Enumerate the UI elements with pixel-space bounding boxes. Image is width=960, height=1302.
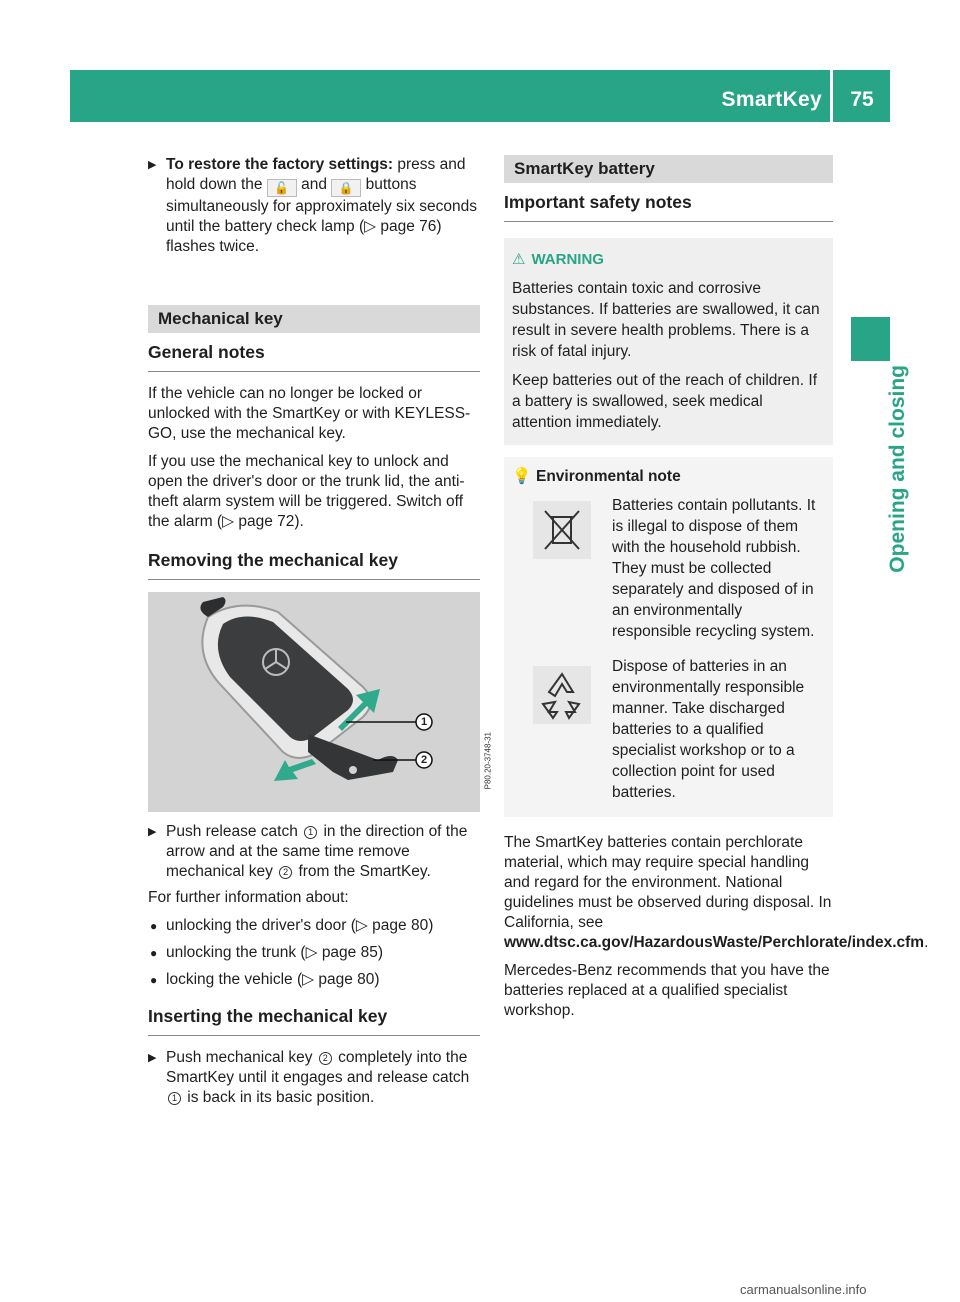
- bullet-icon: ●: [150, 946, 158, 960]
- dtsc-link[interactable]: www.dtsc.ca.gov/HazardousWaste/Perchlorate/index.cfm: [504, 934, 925, 951]
- warning-triangle-icon: ⚠: [512, 251, 526, 268]
- page-ref[interactable]: page 76: [380, 218, 437, 235]
- page-ref[interactable]: page 80: [318, 971, 375, 988]
- page-ref-arrow-icon: ▷: [305, 944, 322, 961]
- general-notes-para2: If you use the mechanical key to unlock and open the driver's door or the trunk lid, the anti-theft alarm system will be triggered. Switch off the alarm (▷ page 72).: [148, 453, 465, 530]
- perchlorate-para: The SmartKey batteries contain perchlorate material, which may require special handling and regard for the environment. National guidelines must be observed during disposal. In California, see www.dtsc.ca.gov/HazardousWaste/Perchlorate/index.cfm.: [504, 834, 929, 951]
- env-text-2: Dispose of batteries in an environmentally responsible manner. Take discharged batteries to a qualified specialist workshop or to a collection point for used batteries.: [612, 658, 805, 801]
- remove-step: ▶ Push release catch 1 in the direction of the arrow and at the same time remove mechanical key 2 from the SmartKey.: [148, 823, 468, 880]
- no-trash-cell: [512, 495, 612, 642]
- lightbulb-icon: 💡: [512, 468, 532, 485]
- page-ref[interactable]: page 72: [238, 513, 295, 530]
- page-ref[interactable]: page 80: [372, 917, 429, 934]
- insert-step: ▶ Push mechanical key 2 completely into the SmartKey until it engages and release catch 1 is back in its basic position.: [148, 1049, 470, 1106]
- left-column: [148, 155, 492, 1108]
- page-ref-arrow-icon: ▷: [355, 917, 373, 934]
- page-ref-arrow-icon: ▷: [302, 971, 319, 988]
- chapter-tab: [851, 317, 890, 361]
- smartkey-drawing: [148, 592, 480, 812]
- recommendation-para: Mercedes-Benz recommends that you have the batteries replaced at a qualified specialist workshop.: [504, 962, 830, 1019]
- header-separator: [830, 70, 833, 122]
- warning-text-1: Batteries contain toxic and corrosive substances. If batteries are swallowed, it can result in severe health problems. There is a risk of fatal injury.: [512, 280, 820, 360]
- warning-box: [504, 238, 833, 445]
- env-row-2: [512, 656, 825, 803]
- section-title: SmartKey: [721, 88, 822, 111]
- page-number: 75: [850, 88, 874, 111]
- lock-button-icon: 🔒: [331, 179, 361, 197]
- env-title: 💡 Environmental note: [512, 468, 681, 485]
- list-item: ● locking the vehicle (▷ page 80): [150, 971, 380, 988]
- general-notes-heading: General notes: [148, 342, 480, 372]
- step-arrow-icon: ▶: [148, 1052, 157, 1064]
- bullet-icon: ●: [150, 919, 158, 933]
- step-arrow-icon: ▶: [148, 826, 157, 838]
- mechanical-key-heading: Mechanical key: [148, 305, 480, 333]
- list-item: ● unlocking the trunk (▷ page 85): [150, 944, 384, 961]
- bullet-icon: ●: [150, 973, 158, 987]
- env-row-1: [512, 495, 825, 642]
- smartkey-battery-heading: SmartKey battery: [504, 155, 833, 183]
- callout-1-icon: 1: [304, 826, 317, 839]
- safety-notes-heading: Important safety notes: [504, 192, 833, 222]
- env-text-1: Batteries contain pollutants. It is illegal to dispose of them with the household rubbish. They must be collected separately and disposed of in an environmentally responsible recycling system.: [612, 497, 816, 640]
- restore-step: ▶ To restore the factory settings: press and hold down the 🔓 and 🔒 buttons simultaneously for approximately six seconds until the battery check lamp (▷ page 76) flashes twice.: [148, 156, 477, 255]
- callout-2: 2: [420, 754, 428, 766]
- warning-title: ⚠ WARNING: [512, 251, 604, 268]
- unlock-button-icon: 🔓: [267, 179, 297, 197]
- step-arrow-icon: ▶: [148, 159, 157, 171]
- recycle-icon: [533, 666, 591, 724]
- crossed-bin-icon: [533, 501, 591, 559]
- callout-1: 1: [420, 716, 428, 728]
- callout-2-icon: 2: [279, 866, 292, 879]
- inserting-heading: Inserting the mechanical key: [148, 1006, 480, 1036]
- image-code: P80.20-3748-31: [483, 732, 492, 790]
- environmental-note-box: [504, 457, 833, 817]
- general-notes-para1: If the vehicle can no longer be locked or unlocked with the SmartKey or with KEYLESS-GO, use the mechanical key.: [148, 385, 471, 442]
- list-item: ● unlocking the driver's door (▷ page 80): [150, 917, 434, 934]
- callout-2-icon: 2: [319, 1052, 332, 1065]
- page-ref[interactable]: page 85: [321, 944, 378, 961]
- removing-heading: Removing the mechanical key: [148, 550, 480, 580]
- further-info: For further information about:: [148, 889, 349, 906]
- callout-1-icon: 1: [168, 1092, 181, 1105]
- recycle-cell: [512, 656, 612, 803]
- page-ref-arrow-icon: ▷: [222, 513, 239, 530]
- page-ref-arrow-icon: ▷: [364, 218, 381, 235]
- chapter-label: Opening and closing: [886, 365, 909, 573]
- watermark: carmanualsonline.info: [740, 1282, 867, 1297]
- smartkey-illustration: [148, 592, 492, 812]
- warning-text-2: Keep batteries out of the reach of children. If a battery is swallowed, seek medical attention immediately.: [512, 372, 818, 431]
